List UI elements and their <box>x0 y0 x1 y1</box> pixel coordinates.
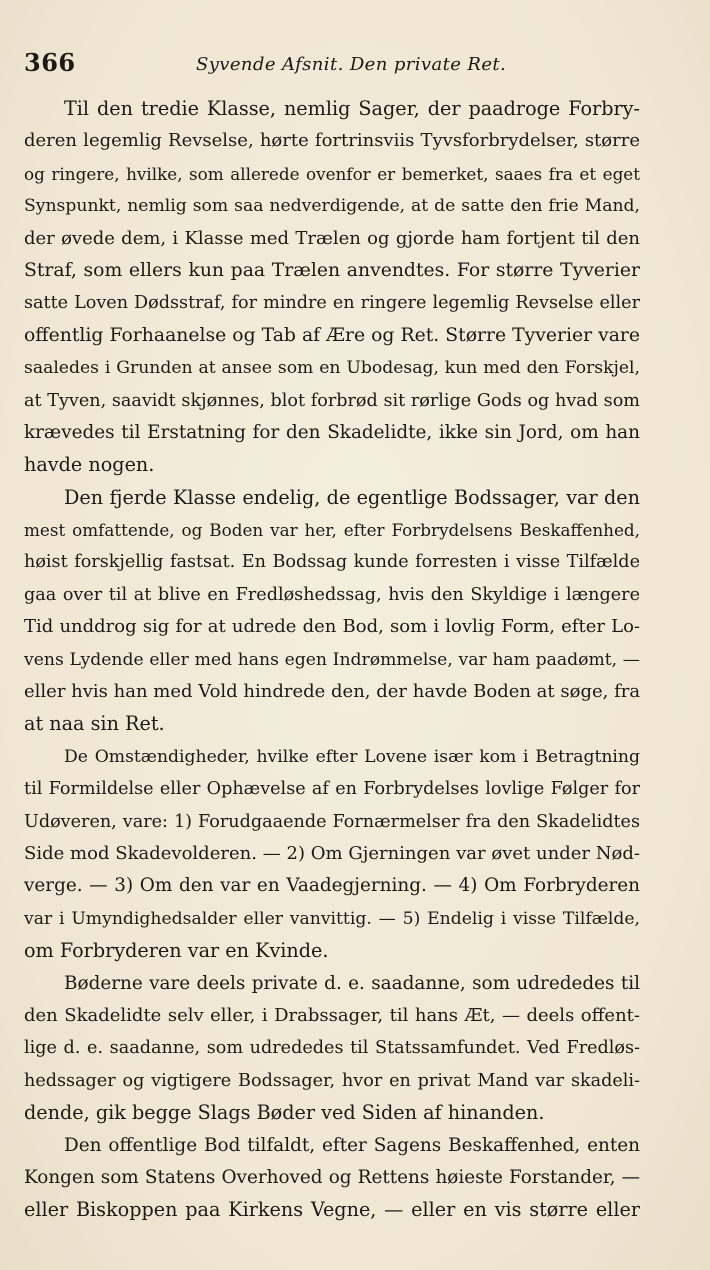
text-line: Den offentlige Bod tilfaldt, efter Sagens Beskaffenhed, enten <box>64 1134 640 1156</box>
page-header <box>24 44 672 80</box>
text-line: gaa over til at blive en Fredløshedssag, hvis den Skyldige i længere <box>24 584 640 605</box>
text-line: at naa sin Ret. <box>24 712 165 736</box>
text-line: høist forskjellig fastsat. En Bodssag kunde forresten i visse Tilfælde <box>24 552 640 573</box>
text-line: verge. — 3) Om den var en Vaadegjerning. — 4) Om Forbryderen <box>24 875 640 897</box>
text-line: saaledes i Grunden at ansee som en Ubodesag, kun med den Forskjel, <box>24 358 640 379</box>
text-line: satte Loven Dødsstraf, for mindre en ringere legemlig Revselse eller <box>24 293 640 314</box>
text-line: Til den tredie Klasse, nemlig Sager, der paadroge Forbry- <box>64 97 640 120</box>
text-line: eller hvis han med Vold hindrede den, der havde Boden at søge, fra <box>24 681 640 703</box>
text-line: Straf, som ellers kun paa Trælen anvendtes. For større Tyverier <box>24 259 640 281</box>
text-line: Side mod Skadevolderen. — 2) Om Gjerningen var øvet under Nød- <box>24 842 640 864</box>
text-line: Kongen som Statens Overhoved og Rettens høieste Forstander, — <box>24 1166 640 1188</box>
body-text <box>24 93 640 1227</box>
text-line: Bøderne vare deels private d. e. saadanne, som udrededes til <box>64 972 640 994</box>
text-line: at Tyven, saavidt skjønnes, blot forbrød sit rørlige Gods og hvad som <box>24 390 640 411</box>
text-line: offentlig Forhaanelse og Tab af Ære og Ret. Større Tyverier vare <box>24 324 640 346</box>
text-line: De Omstændigheder, hvilke efter Lovene især kom i Betragtning <box>64 746 640 767</box>
text-line: var i Umyndighedsalder eller vanvittig. — 5) Endelig i visse Tilfælde, <box>24 908 640 929</box>
text-line: vens Lydende eller med hans egen Indrømmelse, var ham paadømt, — <box>24 649 640 670</box>
text-line: lige d. e. saadanne, som udrededes til Statssamfundet. Ved Fredløs- <box>24 1038 640 1059</box>
text-line: mest omfattende, og Boden var her, efter Forbrydelsens Beskaffenhed, <box>24 520 640 541</box>
page-number: 366 <box>24 48 76 77</box>
text-line: krævedes til Erstatning for den Skadelidte, ikke sin Jord, om han <box>24 421 640 443</box>
running-head: Syvende Afsnit. Den private Ret. <box>196 54 507 75</box>
text-line: dende, gik begge Slags Bøder ved Siden af hinanden. <box>24 1101 545 1125</box>
text-line: til Formildelse eller Ophævelse af en Forbrydelses lovlige Følger for <box>24 779 640 800</box>
text-line: hedssager og vigtigere Bodssager, hvor en privat Mand var skadeli- <box>24 1070 640 1091</box>
text-line: og ringere, hvilke, som allerede ovenfor er bemerket, saaes fra et eget <box>24 163 640 184</box>
text-line: Synspunkt, nemlig som saa nedverdigende, at de satte den frie Mand, <box>24 196 640 217</box>
text-line: Tid unddrog sig for at udrede den Bod, som i lovlig Form, efter Lo- <box>24 616 640 638</box>
text-line: havde nogen. <box>24 453 155 477</box>
text-line: eller Biskoppen paa Kirkens Vegne, — eller en vis større eller <box>24 1198 640 1222</box>
text-line: der øvede dem, i Klasse med Trælen og gjorde ham fortjent til den <box>24 227 640 249</box>
text-line: deren legemlig Revselse, hørte fortrinsviis Tyvsforbrydelser, større <box>24 130 640 152</box>
text-line: den Skadelidte selv eller, i Drabssager, til hans Æt, — deels offent- <box>24 1004 640 1026</box>
text-line: Den fjerde Klasse endelig, de egentlige Bodssager, var den <box>64 485 640 509</box>
text-line: Udøveren, vare: 1) Forudgaaende Fornærmelser fra den Skadelidtes <box>24 811 640 832</box>
text-line: om Forbryderen var en Kvinde. <box>24 939 329 963</box>
